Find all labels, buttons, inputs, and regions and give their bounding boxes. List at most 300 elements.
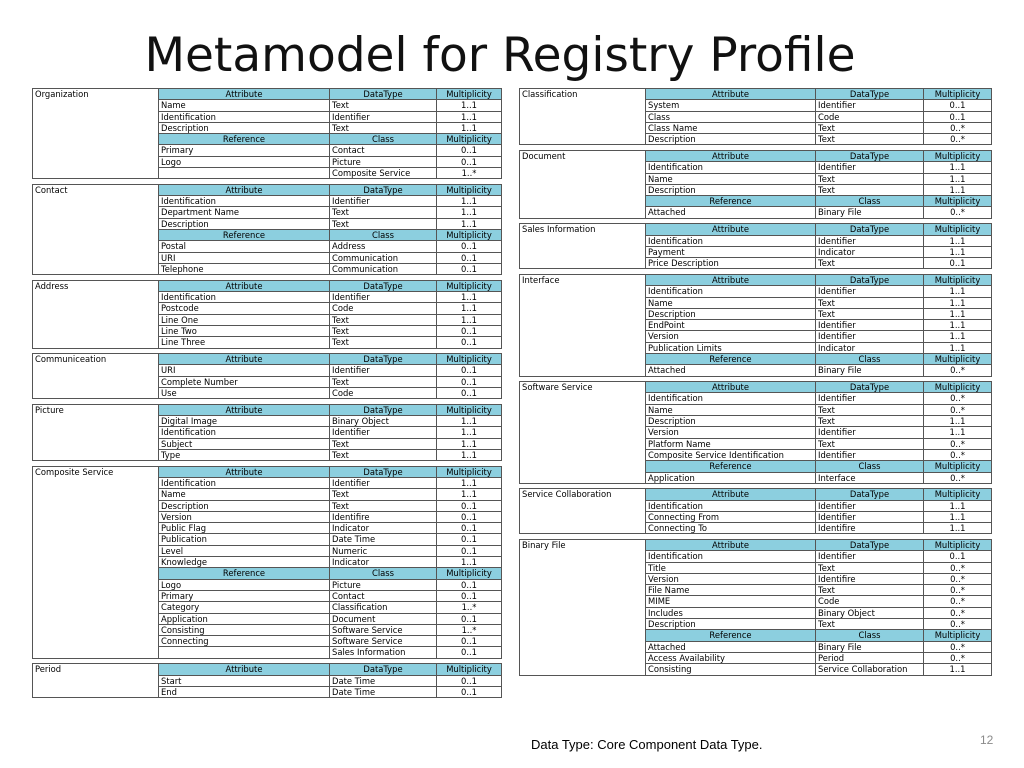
name-cell: Public Flag <box>159 523 330 534</box>
name-cell: Composite Service Identification <box>646 449 816 460</box>
attribute-header-cell: Attribute <box>646 382 816 393</box>
multiplicity-cell: 1..* <box>437 602 502 613</box>
name-cell: Attached <box>646 641 816 652</box>
name-cell: Primary <box>159 145 330 156</box>
attribute-header-row <box>520 89 992 100</box>
entity-name: Document <box>520 150 646 218</box>
multiplicity-cell: 1..1 <box>924 235 992 246</box>
multiplicity-cell: 0..* <box>924 652 992 663</box>
name-cell: Publication Limits <box>646 342 816 353</box>
name-cell: Line Two <box>159 325 330 336</box>
attribute-header-cell: Attribute <box>646 539 816 550</box>
attribute-header-cell: DataType <box>330 280 437 291</box>
reference-header-cell: Reference <box>159 568 330 579</box>
name-cell: Logo <box>159 579 330 590</box>
type-cell: Identifier <box>816 286 924 297</box>
reference-header-cell: Multiplicity <box>924 630 992 641</box>
multiplicity-cell: 0..1 <box>437 263 502 274</box>
multiplicity-cell: 0..1 <box>437 500 502 511</box>
entity-table-sales-information <box>519 223 992 269</box>
name-cell: Type <box>159 449 330 460</box>
attribute-header-cell: DataType <box>816 150 924 161</box>
entity-table-communiceation <box>32 353 502 399</box>
multiplicity-cell: 0..* <box>924 393 992 404</box>
multiplicity-cell: 0..1 <box>924 100 992 111</box>
name-cell: Name <box>159 100 330 111</box>
type-cell: Text <box>330 376 437 387</box>
multiplicity-cell: 0..* <box>924 585 992 596</box>
name-cell: Identification <box>646 393 816 404</box>
type-cell: Binary Object <box>330 416 437 427</box>
attribute-header-row <box>33 404 502 415</box>
multiplicity-cell: 1..1 <box>437 314 502 325</box>
attribute-header-cell: Multiplicity <box>437 89 502 100</box>
name-cell: Name <box>646 173 816 184</box>
multiplicity-cell: 1..1 <box>437 100 502 111</box>
multiplicity-cell: 0..1 <box>437 325 502 336</box>
multiplicity-cell: 0..* <box>924 472 992 483</box>
multiplicity-cell: 0..1 <box>437 545 502 556</box>
type-cell: Code <box>816 111 924 122</box>
name-cell: Subject <box>159 438 330 449</box>
type-cell: Document <box>330 613 437 624</box>
name-cell: Line Three <box>159 337 330 348</box>
entity-name: Binary File <box>520 539 646 675</box>
attribute-header-cell: Attribute <box>646 89 816 100</box>
type-cell: Period <box>816 652 924 663</box>
name-cell: Description <box>646 134 816 145</box>
multiplicity-cell: 0..* <box>924 207 992 218</box>
multiplicity-cell: 1..1 <box>924 162 992 173</box>
type-cell: Indicator <box>330 557 437 568</box>
type-cell: Date Time <box>330 675 437 686</box>
multiplicity-cell: 0..1 <box>924 111 992 122</box>
name-cell: Description <box>646 184 816 195</box>
multiplicity-cell: 0..1 <box>437 365 502 376</box>
multiplicity-cell: 1..1 <box>924 173 992 184</box>
type-cell: Identifier <box>330 292 437 303</box>
reference-header-cell: Reference <box>646 630 816 641</box>
entity-table-binary-file <box>519 539 992 676</box>
multiplicity-cell: 1..1 <box>437 207 502 218</box>
entity-table-interface <box>519 274 992 377</box>
multiplicity-cell: 0..* <box>924 365 992 376</box>
type-cell: Classification <box>330 602 437 613</box>
entity-name: Address <box>33 280 159 348</box>
name-cell: Price Description <box>646 258 816 269</box>
type-cell: Identifier <box>816 393 924 404</box>
multiplicity-cell: 1..1 <box>924 523 992 534</box>
type-cell: Text <box>816 173 924 184</box>
entity-table-period <box>32 663 502 698</box>
name-cell: Identification <box>646 235 816 246</box>
type-cell: Text <box>816 585 924 596</box>
name-cell: Attached <box>646 207 816 218</box>
name-cell: Description <box>159 122 330 133</box>
reference-header-cell: Class <box>816 461 924 472</box>
type-cell: Identifier <box>330 427 437 438</box>
attribute-header-cell: Multiplicity <box>437 664 502 675</box>
reference-header-cell: Multiplicity <box>437 134 502 145</box>
entity-table-composite-service <box>32 466 502 659</box>
type-cell: Identifire <box>330 511 437 522</box>
type-cell: Identifier <box>816 320 924 331</box>
attribute-header-row <box>33 466 502 477</box>
name-cell: Connecting From <box>646 511 816 522</box>
reference-header-cell: Class <box>816 630 924 641</box>
reference-header-cell: Multiplicity <box>924 461 992 472</box>
type-cell: Code <box>816 596 924 607</box>
reference-header-cell: Reference <box>646 354 816 365</box>
type-cell: Text <box>816 122 924 133</box>
entity-table-document <box>519 150 992 219</box>
type-cell: Address <box>330 241 437 252</box>
name-cell: Identification <box>646 286 816 297</box>
multiplicity-cell: 1..1 <box>924 416 992 427</box>
attribute-header-cell: DataType <box>330 354 437 365</box>
type-cell: Identifier <box>816 235 924 246</box>
name-cell: File Name <box>646 585 816 596</box>
type-cell: Composite Service <box>330 168 437 179</box>
attribute-header-row <box>520 150 992 161</box>
name-cell: Title <box>646 562 816 573</box>
multiplicity-cell: 0..1 <box>437 636 502 647</box>
type-cell: Identifier <box>330 365 437 376</box>
name-cell: URI <box>159 365 330 376</box>
multiplicity-cell: 0..1 <box>924 258 992 269</box>
entity-name: Communiceation <box>33 354 159 399</box>
multiplicity-cell: 1..1 <box>437 218 502 229</box>
name-cell: Consisting <box>159 624 330 635</box>
attribute-header-row <box>520 382 992 393</box>
multiplicity-cell: 1..1 <box>924 320 992 331</box>
entity-name: Organization <box>33 89 159 179</box>
attribute-header-row <box>520 224 992 235</box>
type-cell: Text <box>330 314 437 325</box>
multiplicity-cell: 0..1 <box>437 579 502 590</box>
multiplicity-cell: 1..1 <box>437 449 502 460</box>
multiplicity-cell: 1..1 <box>437 292 502 303</box>
multiplicity-cell: 0..* <box>924 562 992 573</box>
multiplicity-cell: 0..1 <box>437 241 502 252</box>
type-cell: Identifier <box>816 331 924 342</box>
name-cell: Version <box>646 573 816 584</box>
multiplicity-cell: 0..1 <box>924 551 992 562</box>
attribute-header-row <box>33 354 502 365</box>
type-cell: Text <box>816 416 924 427</box>
type-cell: Identifier <box>816 162 924 173</box>
type-cell: Text <box>816 297 924 308</box>
type-cell: Picture <box>330 579 437 590</box>
type-cell: Identifire <box>816 523 924 534</box>
entity-table-contact <box>32 184 502 275</box>
type-cell: Binary File <box>816 207 924 218</box>
name-cell: Identification <box>159 292 330 303</box>
name-cell: Version <box>159 511 330 522</box>
attribute-header-row <box>33 184 502 195</box>
entity-name: Sales Information <box>520 224 646 269</box>
attribute-header-cell: Attribute <box>646 150 816 161</box>
multiplicity-cell: 0..1 <box>437 675 502 686</box>
multiplicity-cell: 0..1 <box>437 511 502 522</box>
multiplicity-cell: 0..1 <box>437 590 502 601</box>
name-cell: Description <box>646 308 816 319</box>
name-cell: Start <box>159 675 330 686</box>
multiplicity-cell: 1..1 <box>437 196 502 207</box>
multiplicity-cell: 1..1 <box>924 184 992 195</box>
entity-name: Picture <box>33 404 159 460</box>
name-cell: End <box>159 686 330 697</box>
name-cell: Application <box>159 613 330 624</box>
name-cell: Logo <box>159 156 330 167</box>
multiplicity-cell: 1..1 <box>437 122 502 133</box>
attribute-header-cell: DataType <box>816 489 924 500</box>
name-cell: Identification <box>646 162 816 173</box>
name-cell: Access Availability <box>646 652 816 663</box>
multiplicity-cell: 1..1 <box>924 664 992 675</box>
name-cell: EndPoint <box>646 320 816 331</box>
name-cell: Class Name <box>646 122 816 133</box>
attribute-header-row <box>33 280 502 291</box>
type-cell: Text <box>330 207 437 218</box>
name-cell <box>159 168 330 179</box>
entity-name: Period <box>33 664 159 698</box>
name-cell: Line One <box>159 314 330 325</box>
reference-header-cell: Class <box>816 196 924 207</box>
multiplicity-cell: 0..* <box>924 449 992 460</box>
attribute-header-cell: Attribute <box>159 184 330 195</box>
attribute-header-cell: Multiplicity <box>924 489 992 500</box>
multiplicity-cell: 1..1 <box>437 303 502 314</box>
type-cell: Text <box>330 500 437 511</box>
type-cell: Interface <box>816 472 924 483</box>
name-cell: Version <box>646 427 816 438</box>
multiplicity-cell: 0..* <box>924 122 992 133</box>
reference-header-cell: Multiplicity <box>437 568 502 579</box>
left-entity-column <box>32 88 502 698</box>
type-cell: Communication <box>330 263 437 274</box>
multiplicity-cell: 1..1 <box>437 478 502 489</box>
type-cell: Binary Object <box>816 607 924 618</box>
name-cell <box>159 647 330 658</box>
multiplicity-cell: 1..1 <box>924 246 992 257</box>
name-cell: Level <box>159 545 330 556</box>
footnote: Data Type: Core Component Data Type. <box>531 737 763 752</box>
multiplicity-cell: 1..1 <box>437 416 502 427</box>
entity-name: Composite Service <box>33 466 159 658</box>
name-cell: Connecting <box>159 636 330 647</box>
type-cell: Indicator <box>816 342 924 353</box>
attribute-header-row <box>520 274 992 285</box>
multiplicity-cell: 1..1 <box>437 111 502 122</box>
type-cell: Text <box>816 619 924 630</box>
name-cell: Identification <box>159 427 330 438</box>
attribute-header-cell: Multiplicity <box>924 224 992 235</box>
attribute-header-cell: Multiplicity <box>437 466 502 477</box>
name-cell: Description <box>159 218 330 229</box>
type-cell: Identifier <box>816 449 924 460</box>
type-cell: Text <box>816 404 924 415</box>
attribute-header-row <box>33 89 502 100</box>
type-cell: Text <box>816 184 924 195</box>
name-cell: Consisting <box>646 664 816 675</box>
attribute-header-cell: DataType <box>330 89 437 100</box>
multiplicity-cell: 1..1 <box>437 557 502 568</box>
type-cell: Identifire <box>816 573 924 584</box>
entity-table-picture <box>32 404 502 461</box>
page-title: Metamodel for Registry Profile <box>144 28 856 83</box>
type-cell: Date Time <box>330 686 437 697</box>
type-cell: Text <box>816 134 924 145</box>
name-cell: Identification <box>159 196 330 207</box>
type-cell: Communication <box>330 252 437 263</box>
name-cell: Attached <box>646 365 816 376</box>
name-cell: Postcode <box>159 303 330 314</box>
type-cell: Identifier <box>330 478 437 489</box>
name-cell: Use <box>159 387 330 398</box>
attribute-header-cell: Attribute <box>159 280 330 291</box>
multiplicity-cell: 1..1 <box>437 489 502 500</box>
type-cell: Text <box>330 325 437 336</box>
right-entity-column <box>519 88 992 676</box>
multiplicity-cell: 0..1 <box>437 387 502 398</box>
multiplicity-cell: 1..1 <box>924 331 992 342</box>
reference-header-cell: Multiplicity <box>924 354 992 365</box>
multiplicity-cell: 0..* <box>924 607 992 618</box>
attribute-header-cell: DataType <box>816 274 924 285</box>
reference-header-cell: Reference <box>646 461 816 472</box>
type-cell: Indicator <box>330 523 437 534</box>
type-cell: Software Service <box>330 636 437 647</box>
name-cell: Platform Name <box>646 438 816 449</box>
attribute-header-cell: Multiplicity <box>437 280 502 291</box>
name-cell: Description <box>646 416 816 427</box>
type-cell: Text <box>330 438 437 449</box>
type-cell: Text <box>816 308 924 319</box>
multiplicity-cell: 0..1 <box>437 145 502 156</box>
reference-header-cell: Class <box>330 568 437 579</box>
attribute-header-cell: Multiplicity <box>437 404 502 415</box>
type-cell: Identifier <box>330 111 437 122</box>
attribute-header-cell: Attribute <box>646 224 816 235</box>
type-cell: Sales Information <box>330 647 437 658</box>
entity-table-organization <box>32 88 502 179</box>
entity-name: Software Service <box>520 382 646 484</box>
type-cell: Contact <box>330 145 437 156</box>
attribute-header-cell: Multiplicity <box>437 354 502 365</box>
multiplicity-cell: 1..1 <box>924 286 992 297</box>
name-cell: Connecting To <box>646 523 816 534</box>
attribute-header-cell: DataType <box>816 382 924 393</box>
reference-header-cell: Class <box>816 354 924 365</box>
attribute-header-cell: Multiplicity <box>924 274 992 285</box>
multiplicity-cell: 0..* <box>924 596 992 607</box>
name-cell: Name <box>159 489 330 500</box>
multiplicity-cell: 1..1 <box>924 511 992 522</box>
page-number: 12 <box>980 733 994 747</box>
multiplicity-cell: 0..* <box>924 641 992 652</box>
attribute-header-cell: Attribute <box>159 664 330 675</box>
attribute-header-cell: DataType <box>816 539 924 550</box>
attribute-header-cell: Multiplicity <box>924 89 992 100</box>
type-cell: Binary File <box>816 641 924 652</box>
entity-name: Service Collaboration <box>520 489 646 534</box>
type-cell: Identifier <box>816 551 924 562</box>
attribute-header-cell: DataType <box>816 224 924 235</box>
attribute-header-row <box>520 539 992 550</box>
attribute-header-cell: Multiplicity <box>924 150 992 161</box>
type-cell: Identifier <box>816 427 924 438</box>
reference-header-cell: Class <box>330 134 437 145</box>
multiplicity-cell: 0..1 <box>437 686 502 697</box>
multiplicity-cell: 0..* <box>924 404 992 415</box>
name-cell: Version <box>646 331 816 342</box>
reference-header-cell: Multiplicity <box>924 196 992 207</box>
multiplicity-cell: 1..1 <box>924 427 992 438</box>
multiplicity-cell: 1..1 <box>924 342 992 353</box>
attribute-header-cell: DataType <box>330 404 437 415</box>
multiplicity-cell: 1..* <box>437 168 502 179</box>
multiplicity-cell: 0..1 <box>437 647 502 658</box>
entity-table-software-service <box>519 381 992 484</box>
multiplicity-cell: 0..* <box>924 619 992 630</box>
type-cell: Text <box>330 337 437 348</box>
entity-name: Interface <box>520 274 646 376</box>
multiplicity-cell: 1..1 <box>924 297 992 308</box>
multiplicity-cell: 0..1 <box>437 376 502 387</box>
type-cell: Contact <box>330 590 437 601</box>
name-cell: Identification <box>646 551 816 562</box>
name-cell: Knowledge <box>159 557 330 568</box>
name-cell: Postal <box>159 241 330 252</box>
entity-table-service-collaboration <box>519 488 992 534</box>
name-cell: Identification <box>646 500 816 511</box>
reference-header-cell: Reference <box>646 196 816 207</box>
type-cell: Text <box>816 258 924 269</box>
entity-table-classification <box>519 88 992 145</box>
reference-header-cell: Reference <box>159 230 330 241</box>
multiplicity-cell: 0..1 <box>437 252 502 263</box>
type-cell: Code <box>330 387 437 398</box>
type-cell: Code <box>330 303 437 314</box>
multiplicity-cell: 1..1 <box>437 438 502 449</box>
attribute-header-cell: Multiplicity <box>924 539 992 550</box>
name-cell: Payment <box>646 246 816 257</box>
multiplicity-cell: 0..1 <box>437 523 502 534</box>
attribute-header-cell: DataType <box>330 466 437 477</box>
type-cell: Text <box>330 449 437 460</box>
type-cell: Service Collaboration <box>816 664 924 675</box>
name-cell: Department Name <box>159 207 330 218</box>
entity-name: Classification <box>520 89 646 145</box>
type-cell: Numeric <box>330 545 437 556</box>
type-cell: Text <box>330 100 437 111</box>
attribute-header-cell: Attribute <box>646 274 816 285</box>
name-cell: Name <box>646 297 816 308</box>
type-cell: Text <box>330 218 437 229</box>
name-cell: Name <box>646 404 816 415</box>
type-cell: Text <box>816 438 924 449</box>
name-cell: Includes <box>646 607 816 618</box>
multiplicity-cell: 0..* <box>924 134 992 145</box>
multiplicity-cell: 0..1 <box>437 613 502 624</box>
type-cell: Text <box>816 562 924 573</box>
reference-header-cell: Reference <box>159 134 330 145</box>
attribute-header-cell: Multiplicity <box>924 382 992 393</box>
multiplicity-cell: 1..1 <box>437 427 502 438</box>
reference-header-cell: Class <box>330 230 437 241</box>
attribute-header-cell: Attribute <box>159 354 330 365</box>
